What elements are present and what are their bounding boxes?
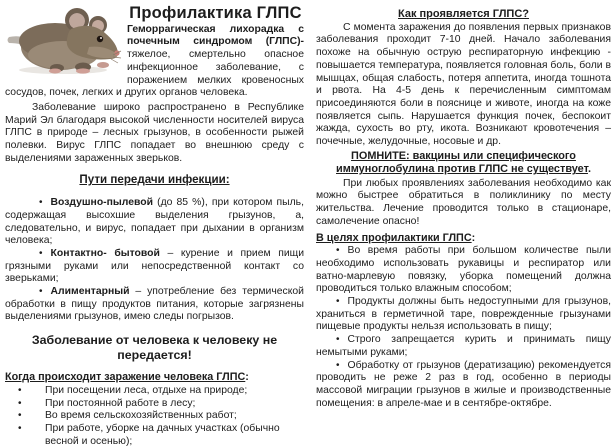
bullet-icon: • (18, 384, 22, 396)
mouse-photo-image (5, 3, 121, 77)
right-column (316, 3, 611, 448)
bullet-icon: • (39, 247, 43, 259)
list-item (18, 398, 304, 411)
spread-paragraph: Заболевание широко распространено в Республике Марий Эл благодаря высокой численности носителей вируса ГЛПС в природе – лесных грызунов, в особенности рыжей полевки. Вирус ГЛПС попадает во внешнюю среду с выделениями зараженных зверьков. (5, 101, 304, 164)
infection-when-heading: Когда происходит заражение человека ГЛПС: (5, 371, 249, 384)
heading-colon: : (471, 231, 476, 244)
transmission-text: – курение и прием пищи грязными руками или непосредственной контакт со зверьками; (5, 247, 305, 285)
prevention-item (316, 360, 611, 411)
no-person-transmission-note: Заболевание от человека к человеку не передается! (31, 333, 278, 363)
transmission-item (5, 286, 304, 324)
bullet-icon: • (336, 296, 340, 308)
intro-bold-text: Геморрагическая лихорадка с почечным синдромом (ГЛПС)- (127, 23, 304, 48)
transmission-item (5, 248, 304, 286)
bullet-icon: • (336, 334, 340, 346)
left-column (5, 3, 304, 448)
list-item-text: Во время сельскохозяйственных работ; (45, 410, 237, 422)
bullet-icon: • (18, 410, 22, 422)
symptoms-paragraph: С момента заражения до появления первых признаков заболевания проходит 7-10 дней. Начало заболевания похоже на обычную острую респираторную инфекцию - повышается температура, появляется головная боль, боли в мышцах, общая слабость, потеря аппетита, иногда тошнота и рвота. На 4-5 день к перечисленным симптомам присоединяются боли в пояснице и животе, иногда на коже появляется сыпь. Нарушается функция почек, беспокоит жажда, сухость во рту, икота. Возникают кровотечения – почечные, желудочные, носовые и др. (316, 21, 611, 148)
list-item (18, 423, 304, 448)
bullet-icon: • (39, 197, 43, 209)
prevention-text: Обработку от грызунов (дератизацию) рекомендуется проводить не реже 2 раз в год, особенно в периоды массовой миграции грызунов в жилые и производственные помещения: в апреле-мае и в сентябре-октябре. (316, 359, 611, 409)
list-item (18, 385, 304, 398)
bullet-icon: • (336, 359, 340, 371)
prevention-item (316, 245, 611, 296)
prevention-item (316, 296, 611, 334)
bullet-icon: • (336, 245, 340, 257)
mouse-illustration (5, 3, 121, 77)
transmission-text: (до 85 %), при котором пыль, содержащая высохшие выделения грызунов, а, следовательно, и вирус, попадает при дыхании в организм человека; (5, 197, 304, 247)
transmission-term: Контактно- бытовой (50, 247, 160, 259)
bullet-icon: • (18, 422, 22, 434)
transmission-item (5, 197, 304, 248)
transmission-heading: Пути передачи инфекции: (79, 173, 230, 187)
treatment-paragraph: При любых проявлениях заболевания необходимо как можно быстрее обратиться в поликлинику по месту жительства. Лечение проводится только в стационаре, самолечение опасно! (316, 177, 611, 227)
transmission-term: Воздушно-пылевой (50, 197, 154, 209)
page-title: Профилактика ГЛПС (129, 4, 302, 22)
prevention-heading: В целях профилактики ГЛПС: (316, 231, 476, 244)
transmission-text: – употребление без термической обработки в пищу продуктов питания, которые загрязнены выделениями грызунов, имею следы погрызов. (5, 286, 304, 323)
bullet-icon: • (39, 286, 43, 298)
heading-colon: : (245, 371, 249, 384)
prevention-text: Во время работы при большом количестве пыли необходимо использовать рукавицы и респиратор или ватно-марлевую повязку, уборка помещений должна проводиться только влажным способом; (316, 245, 611, 295)
list-item (18, 410, 304, 423)
transmission-term: Алиментарный (50, 286, 130, 298)
note-period: . (587, 163, 591, 176)
list-item-text: При постоянной работе в лесу; (45, 397, 196, 409)
list-item-text: При посещении леса, отдыхе на природе; (45, 384, 248, 396)
list-item-text: При работе, уборке на дачных участках (обычно весной и осенью); (45, 422, 280, 447)
bullet-icon: • (18, 397, 22, 409)
remember-note: ПОМНИТЕ: вакцины или специфического иммуноглобулина против ГЛПС не существует. (336, 149, 591, 176)
infection-when-list (18, 385, 304, 448)
symptoms-heading: Как проявляется ГЛПС? (398, 8, 529, 20)
prevention-text: Строго запрещается курить и принимать пищу немытыми руками; (316, 334, 611, 358)
prevention-text: Продукты должны быть недоступными для грызунов, храниться в герметичной таре, поврежденные грызунами пищевые продукты нельзя использовать в пищу; (316, 296, 611, 333)
intro-rest-text: тяжелое, смертельно опасное инфекционное заболевание, с поражением мелких кровеносных сосудов, почек, легких и других органов человека. (5, 49, 304, 99)
prevention-item (316, 334, 611, 359)
